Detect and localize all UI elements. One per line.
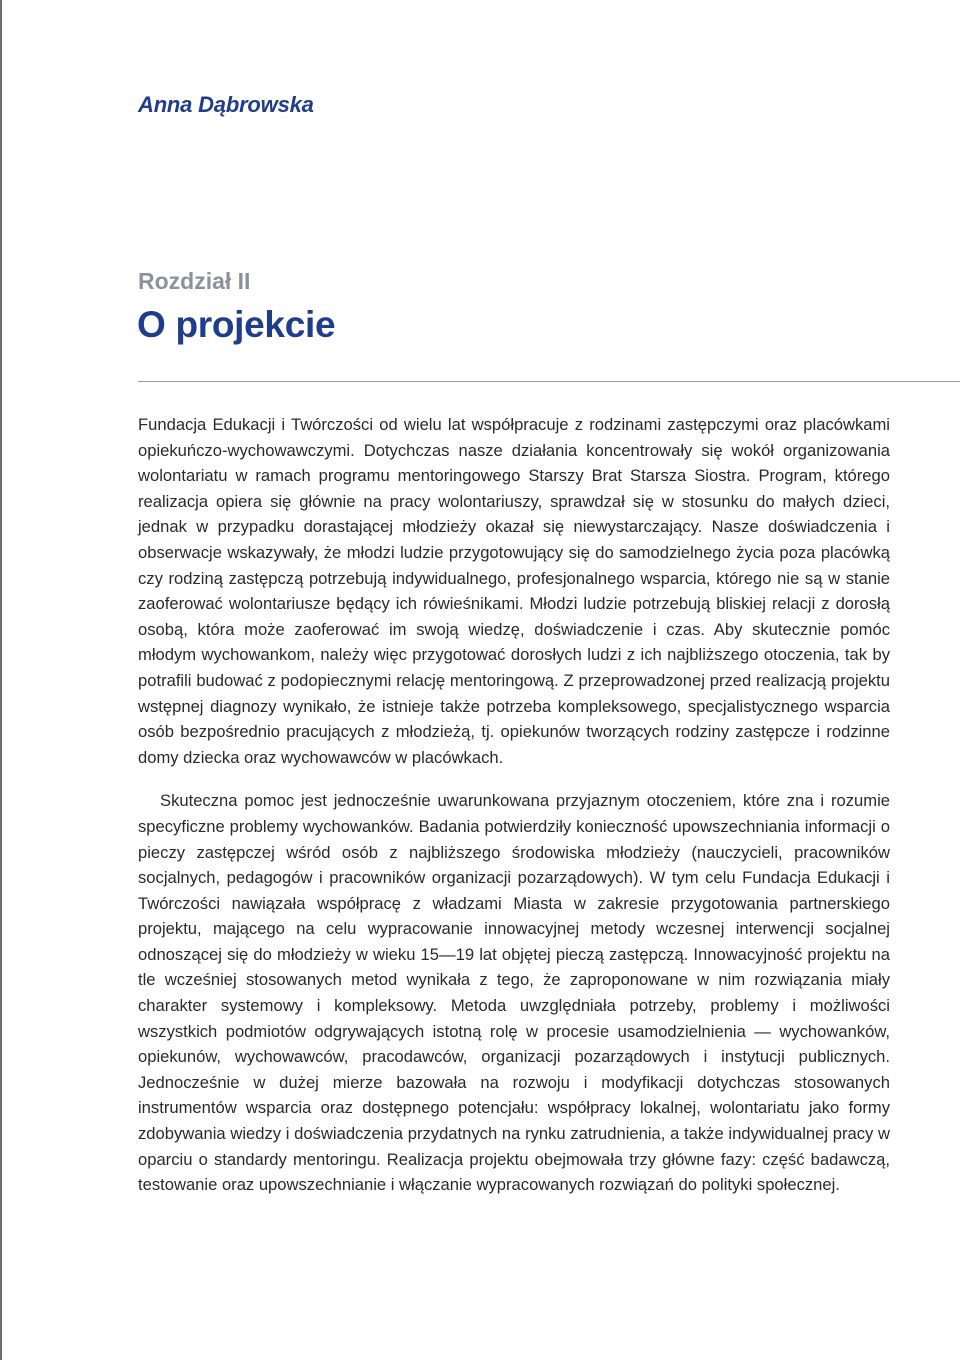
chapter-label: Rozdział II <box>138 268 251 294</box>
section-divider <box>138 381 960 382</box>
paragraph-1: Fundacja Edukacji i Twórczości od wielu lat współpracuje z rodzinami zastępczymi oraz placówkami opiekuńczo-wychowawczymi. Dotychczas nasze działania koncentrowały się wokół organizowania wolontariatu w ramach programu mentoringowego Starszy Brat Starsza Siostra. Program, którego realizacja opiera się głównie na pracy wolontariuszy, sprawdzał się w stosunku do małych dzieci, jednak w przypadku dorastającej młodzieży okazał się niewystarczający. Nasze doświadczenia i obserwacje wskazywały, że młodzi ludzie przygotowujący się do samodzielnego życia poza placówką czy rodziną zastępczą potrzebują indywidualnego, profesjonalnego wsparcia, którego nie są w stanie zaoferować wolontariusze będący ich rówieśnikami. Młodzi ludzie potrzebują bliskiej relacji z dorosłą osobą, która może zaoferować im swoją wiedzę, doświadczenie i czas. Aby skutecznie pomóc młodym wychowankom, należy więc przygotować dorosłych ludzi z ich najbliższego otoczenia, tak by potrafili budować z podopiecznymi relację mentoringową. Z przeprowadzonej przed realizacją projektu wstępnej diagnozy wynikało, że istnieje także potrzeba kompleksowego, specjalistycznego wsparcia osób bezpośrednio pracujących z młodzieżą, tj. opiekunów tworzących rodziny zastępcze i rodzinne domy dziecka oraz wychowawców w placówkach. <box>138 415 890 767</box>
paragraph-2: Skuteczna pomoc jest jednocześnie uwarunkowana przyjaznym otoczeniem, które zna i rozumie specyficzne problemy wychowanków. Badania potwierdziły konieczność upowszechniania informacji o pieczy zastępczej wśród osób z najbliższego środowiska młodzieży (nauczycieli, pracowników socjalnych, pedagogów i pracowników organizacji pozarządowych). W tym celu Fundacja Edukacji i Twórczości nawiązała współpracę z władzami Miasta w zakresie przygotowania partnerskiego projektu, mającego na celu wypracowanie innowacyjnej metody wczesnej interwencji socjalnej odnoszącej się do młodzieży w wieku 15—19 lat objętej pieczą zastępczą. Innowacyjność projektu na tle wcześniej stosowanych metod wynikała z tego, że zaproponowane w nim rozwiązania miały charakter systemowy i kompleksowy. Metoda uwzględniała potrzeby, problemy i możliwości wszystkich podmiotów odgrywających istotną rolę w procesie usamodzielnienia — wychowanków, opiekunów, wychowawców, pracodawców, organizacji pozarządowych i instytucji publicznych. Jednocześnie w dużej mierze bazowała na rozwoju i modyfikacji dotychczas stosowanych instrumentów wsparcia oraz dostępnego potencjału: współpracy lokalnej, wolontariatu jako formy zdobywania wiedzy i doświadczenia przydatnych na rynku zatrudnienia, a także indywidualnej pracy w oparciu o standardy mentoringu. Realizacja projektu obejmowała trzy główne fazy: część badawczą, testowanie oraz upowszechnianie i włączanie wypracowanych rozwiązań do polityki społecznej. <box>138 791 890 1195</box>
body-text <box>138 412 890 1198</box>
page-edge-line <box>0 0 2 1360</box>
author-name: Anna Dąbrowska <box>138 92 314 117</box>
chapter-title: O projekcie <box>137 304 336 345</box>
